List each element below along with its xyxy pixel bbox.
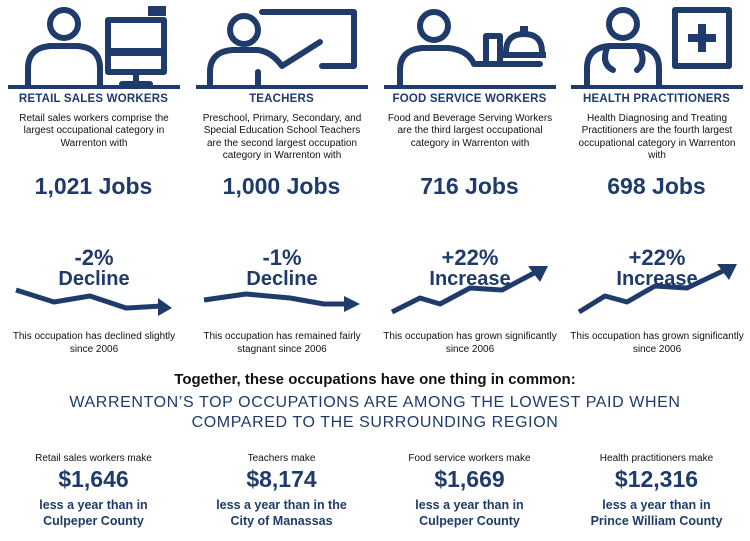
- summary-headline: WARRENTON’S TOP OCCUPATIONS ARE AMONG THE LOWEST PAID WHEN COMPARED TO THE SURROUNDING REGION: [69, 394, 681, 431]
- occupation-title: HEALTH PRACTITIONERS: [583, 93, 730, 105]
- divider: [571, 85, 743, 89]
- pay-comparison-line: less a year than in: [39, 498, 148, 512]
- pay-comparison-line: less a year than in the: [216, 498, 347, 512]
- divider: [384, 85, 556, 89]
- pay-gap-amount: $1,669: [434, 466, 505, 492]
- trend-note: This occupation has grown significantly since 2006: [383, 331, 557, 355]
- occupation-title: RETAIL SALES WORKERS: [18, 93, 169, 105]
- summary-intro: Together, these occupations have one thing in common:: [174, 371, 576, 388]
- pay-gap-amount: $12,316: [614, 466, 699, 492]
- occupation-description: Preschool, Primary, Secondary, and Special Education School Teachers are the second largest occupation category in Warrenton with: [202, 113, 362, 162]
- trend-graphic: [14, 246, 174, 322]
- pay-comparison-place: Culpeper County: [43, 514, 144, 528]
- change-percent: +22%: [441, 245, 499, 270]
- occupation-title: FOOD SERVICE WORKERS: [392, 93, 547, 105]
- pay-comparison-place: Culpeper County: [419, 514, 520, 528]
- doctor-icon: [577, 2, 737, 86]
- change-direction: Decline: [246, 268, 318, 290]
- change-direction: Decline: [58, 268, 130, 290]
- trend-graphic: [202, 246, 362, 322]
- jobs-count: 698 Jobs: [607, 173, 706, 199]
- jobs-count: 1,000 Jobs: [222, 173, 341, 199]
- pay-comparison: [376, 497, 563, 529]
- pay-comparison-place: Prince William County: [590, 514, 723, 528]
- pay-comparison: [188, 497, 375, 529]
- pay-intro: Health practitioners make: [599, 453, 714, 464]
- occupation-description: Health Diagnosing and Treating Practitioners are the fourth largest occupational category in Warrenton with: [578, 113, 736, 162]
- divider: [8, 85, 180, 89]
- pay-intro: Teachers make: [247, 453, 316, 464]
- trend-note: This occupation has declined slightly since 2006: [12, 331, 176, 355]
- pay-gap-amount: $1,646: [58, 466, 129, 492]
- trend-graphic: [390, 246, 550, 322]
- pay-comparison-place: City of Manassas: [230, 514, 333, 528]
- jobs-count: 1,021 Jobs: [34, 173, 153, 199]
- teacher-icon: [202, 2, 362, 86]
- pay-comparison-line: less a year than in: [602, 498, 711, 512]
- change-direction: Increase: [616, 268, 698, 290]
- change-direction: Increase: [429, 268, 511, 290]
- occupation-description: Retail sales workers comprise the largest occupational category in Warrenton with: [19, 113, 169, 149]
- change-percent: -1%: [262, 245, 302, 270]
- pay-intro: Retail sales workers make: [35, 453, 152, 464]
- trend-note: This occupation has grown significantly since 2006: [570, 331, 744, 355]
- pay-comparison-line: less a year than in: [415, 498, 524, 512]
- jobs-count: 716 Jobs: [420, 173, 519, 199]
- retail-worker-icon: [14, 2, 174, 86]
- pay-intro: Food service workers make: [408, 453, 531, 464]
- trend-note: This occupation has remained fairly stagnant since 2006: [203, 331, 361, 355]
- pay-comparison: [0, 497, 187, 529]
- food-server-icon: [390, 2, 550, 86]
- divider: [196, 85, 368, 89]
- occupation-title: TEACHERS: [249, 93, 314, 105]
- change-percent: +22%: [628, 245, 686, 270]
- pay-comparison: [563, 497, 750, 529]
- change-percent: -2%: [74, 245, 114, 270]
- pay-gap-amount: $8,174: [246, 466, 317, 492]
- occupation-description: Food and Beverage Serving Workers are the third largest occupational category in Warrenton with: [387, 113, 553, 149]
- trend-graphic: [577, 246, 737, 322]
